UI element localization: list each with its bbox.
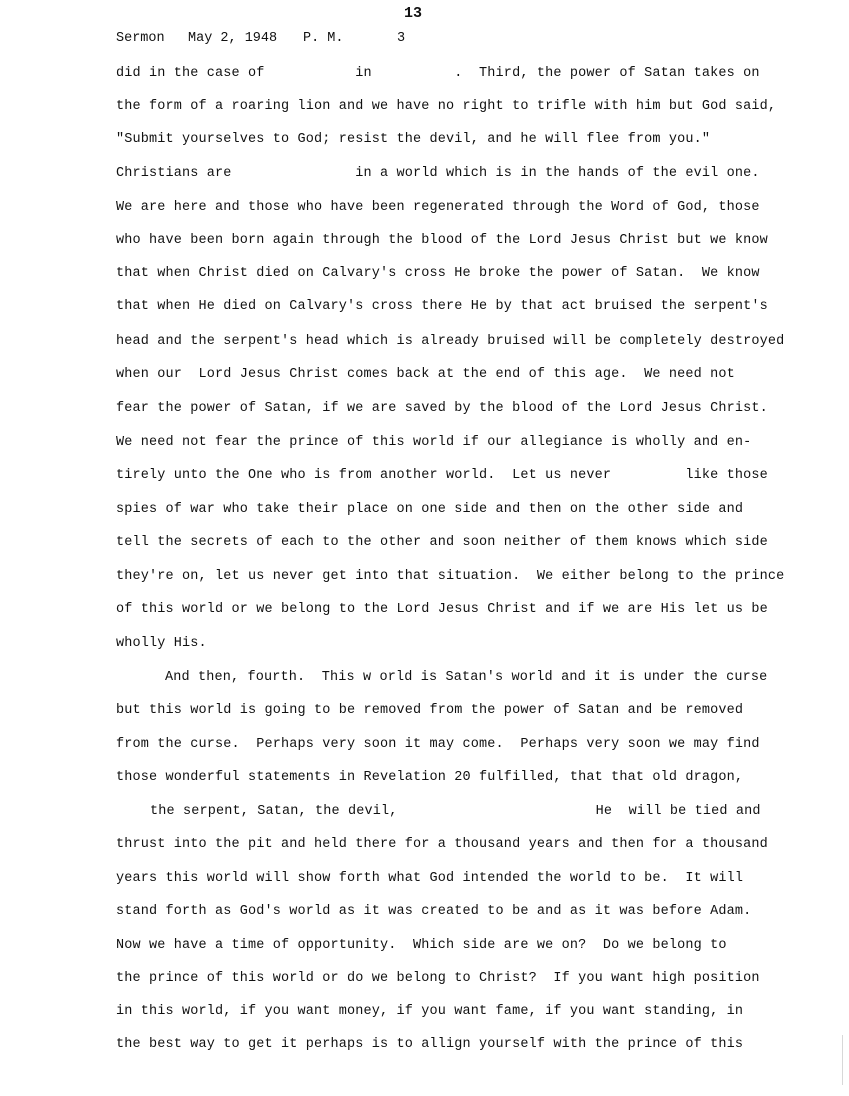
text-line: the form of a roaring lion and we have no right to trifle with him but God said, xyxy=(116,99,777,114)
page-number: 13 xyxy=(404,5,423,22)
text-line: tell the secrets of each to the other and soon neither of them knows which side xyxy=(116,535,768,550)
text-line: from the curse. Perhaps very soon it may come. Perhaps very soon we may find xyxy=(116,737,760,752)
text-line: they're on, let us never get into that situation. We either belong to the prince xyxy=(116,569,785,584)
text-line: but this world is going to be removed from the power of Satan and be removed xyxy=(116,703,744,718)
text-line: those wonderful statements in Revelation 20 fulfilled, that that old dragon, xyxy=(116,770,744,785)
text-line: tirely unto the One who is from another world. Let us never like those xyxy=(116,468,768,483)
text-line: We are here and those who have been regenerated through the Word of God, those xyxy=(116,200,760,215)
text-line: in this world, if you want money, if you want fame, if you want standing, in xyxy=(116,1004,744,1019)
text-line: of this world or we belong to the Lord Jesus Christ and if we are His let us be xyxy=(116,602,768,617)
header-label: Sermon xyxy=(116,31,165,46)
text-line: fear the power of Satan, if we are saved by the blood of the Lord Jesus Christ. xyxy=(116,401,768,416)
text-line: Now we have a time of opportunity. Which side are we on? Do we belong to xyxy=(116,938,727,953)
text-line: stand forth as God's world as it was created to be and as it was before Adam. xyxy=(116,904,752,919)
text-line: spies of war who take their place on one side and then on the other side and xyxy=(116,502,744,517)
header-date: May 2, 1948 xyxy=(188,31,278,46)
text-line: wholly His. xyxy=(116,636,207,651)
text-line: when our Lord Jesus Christ comes back at the end of this age. We need not xyxy=(116,367,735,382)
text-line: the prince of this world or do we belong to Christ? If you want high position xyxy=(116,971,760,986)
text-line: who have been born again through the blood of the Lord Jesus Christ but we know xyxy=(116,233,768,248)
text-line: Christians are in a world which is in the hands of the evil one. xyxy=(116,166,760,181)
text-line: that when He died on Calvary's cross there He by that act bruised the serpent's xyxy=(116,299,768,314)
text-line: And then, fourth. This w orld is Satan's world and it is under the curse xyxy=(165,670,768,685)
header-time: P. M. xyxy=(303,31,344,46)
text-line: years this world will show forth what God intended the world to be. It will xyxy=(116,871,744,886)
text-line: did in the case of in . Third, the power of Satan takes on xyxy=(116,66,760,81)
scan-edge-shadow xyxy=(842,1035,843,1085)
text-line: We need not fear the prince of this world if our allegiance is wholly and en- xyxy=(116,435,752,450)
text-line: the serpent, Satan, the devil, He will be tied and xyxy=(150,804,761,819)
header-sheet-number: 3 xyxy=(397,31,406,46)
text-line: head and the serpent's head which is already bruised will be completely destroyed xyxy=(116,334,785,349)
text-line: that when Christ died on Calvary's cross He broke the power of Satan. We know xyxy=(116,266,760,281)
text-line: thrust into the pit and held there for a thousand years and then for a thousand xyxy=(116,837,768,852)
text-line: the best way to get it perhaps is to allign yourself with the prince of this xyxy=(116,1037,744,1052)
text-line: "Submit yourselves to God; resist the devil, and he will flee from you." xyxy=(116,132,711,147)
